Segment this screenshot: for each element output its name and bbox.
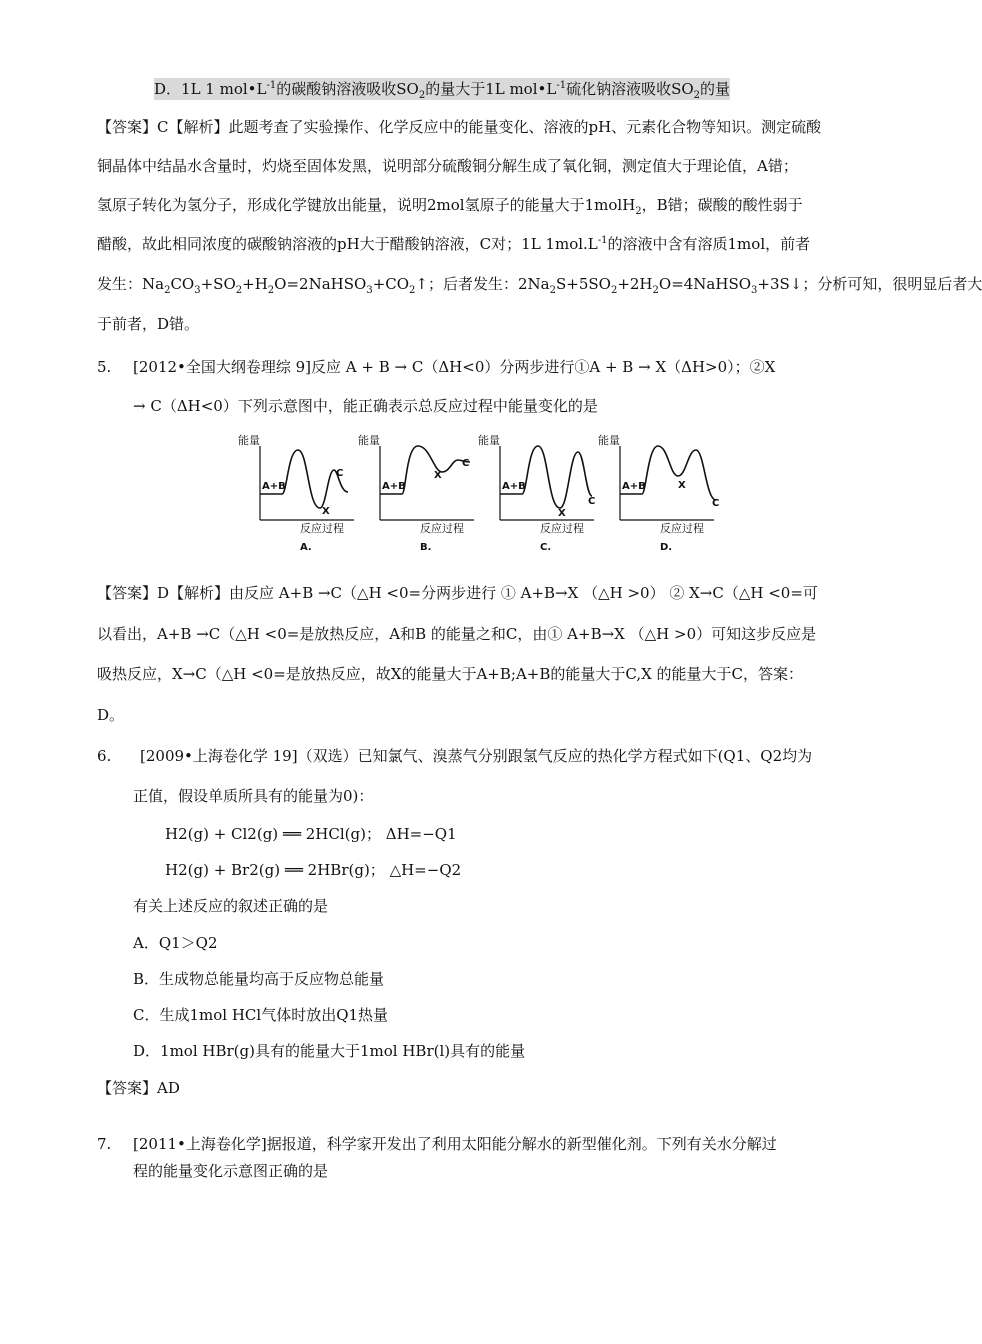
q6-equation-1: H2(g) + Cl2(g) ══ 2HCl(g)； ΔH=−Q1 [165,825,457,843]
q6-option-d: D．1mol HBr(g)具有的能量大于1mol HBr(l)具有的能量 [133,1042,526,1060]
subscript: 2 [610,285,618,296]
text: +2H [617,275,653,293]
q7-stem-line-2: 程的能量变化示意图正确的是 [133,1162,329,1180]
intermediate-label: X [434,470,442,481]
q6-number: 6. [97,747,112,765]
q4-option-d [154,78,730,100]
q7-number: 7. [97,1135,112,1153]
subscript: 3 [366,285,373,296]
text: 醋酸，故此相同浓度的碳酸钠溶液的pH大于醋酸钠溶液，C对；1L 1mol.L [97,235,598,253]
q6-option-a: A．Q1＞Q2 [133,934,218,952]
subscript: 2 [267,285,275,296]
superscript: -1 [266,80,277,91]
energy-diagram [478,433,595,553]
text: +H [242,275,268,293]
text: 的量 [700,80,731,98]
superscript: -1 [597,235,608,246]
q5-stem-line-2: → C（ΔH<0）下列示意图中，能正确表示总反应过程中能量变化的是 [133,397,598,415]
subscript: 2 [418,90,426,101]
text: ，B错；碳酸的酸性弱于 [641,196,803,214]
text: O=4NaHSO [658,275,752,293]
text: +SO [200,275,236,293]
diagram-caption: B. [420,542,432,553]
y-axis-label: 能量 [238,434,260,447]
text: 的量大于1L mol•L [425,80,557,98]
x-axis-label: 反应过程 [540,522,584,535]
text: +3S↓；分析可知，很明显后者大 [757,275,982,293]
energy-diagram [358,433,474,553]
q5-stem-line-1: [2012•全国大纲卷理综 9]反应 A + B → C（ΔH<0）分两步进行①A + B → X（ΔH>0）；②X [133,358,776,376]
intermediate-label: X [558,508,566,519]
subscript: 3 [751,285,758,296]
q4-answer-line-1: 【答案】C【解析】此题考查了实验操作、化学反应中的能量变化、溶液的pH、元素化合物等知识。测定硫酸 [97,118,822,136]
q4-answer-line-4 [97,233,810,255]
text: D．1L 1 mol•L [154,80,267,98]
text: ↑；后者发生：2Na [415,275,550,293]
text: +CO [372,275,410,293]
reactant-label: A+B [382,481,406,492]
x-axis-label: 反应过程 [300,522,344,535]
text: O=2NaHSO [274,275,367,293]
subscript: 2 [164,285,171,296]
energy-diagrams [238,432,728,560]
x-axis-label: 反应过程 [420,522,464,535]
reactant-label: A+B [502,481,526,492]
text: CO [170,275,195,293]
energy-diagram [598,433,719,553]
diagram-caption: D. [660,542,673,553]
product-label: C [588,496,596,507]
q4-answer-line-6: 于前者，D错。 [97,315,200,333]
q6-answer: 【答案】AD [97,1079,180,1097]
reactant-label: A+B [262,481,286,492]
q4-answer-line-2: 铜晶体中结晶水含量时，灼烧至固体发黑，说明部分硫酸铜分解生成了氧化铜，测定值大于理论值，A错； [97,157,798,175]
text: 氢原子转化为氢分子，形成化学键放出能量，说明2mol氢原子的能量大于1molH [97,196,636,214]
diagram-caption: C. [540,542,552,553]
x-axis-label: 反应过程 [660,522,704,535]
subscript: 2 [652,285,659,296]
product-label: C [712,498,720,509]
text: 的溶液中含有溶质1mol，前者 [607,235,811,253]
product-label: C [462,458,470,469]
q6-stem-line-2: 正值，假设单质所具有的能量为0)： [133,787,374,805]
text: 硫化钠溶液吸收SO [566,80,694,98]
intermediate-label: X [322,506,330,517]
subscript: 2 [635,206,642,217]
subscript: 2 [549,285,556,296]
q5-answer-line-3: 吸热反应，X→C（△H <0=是放热反应，故X的能量大于A+B;A+B的能量大于C,X 的能量大于C，答案： [97,665,804,683]
energy-curve [260,450,348,508]
text: 发生：Na [97,275,165,293]
energy-diagram [238,433,354,553]
q5-answer-line-4: D。 [97,706,125,724]
q4-answer-line-5 [97,273,982,295]
q7-stem-line-1: [2011•上海卷化学]据报道，科学家开发出了利用太阳能分解水的新型催化剂。下列有关水分解过 [133,1135,777,1153]
y-axis-label: 能量 [358,434,380,447]
diagram-caption: A. [300,542,312,553]
q5-number: 5. [97,358,112,376]
superscript: -1 [556,80,567,91]
y-axis-label: 能量 [598,434,620,447]
q5-answer-line-2: 以看出，A+B →C（△H <0=是放热反应，A和B 的能量之和C，由① A+B→X （△H >0）可知这步反应是 [97,625,817,643]
q6-option-b: B．生成物总能量均高于反应物总能量 [133,970,385,988]
y-axis-label: 能量 [478,434,500,447]
subscript: 2 [693,90,701,101]
subscript: 2 [235,285,243,296]
subscript: 2 [409,285,416,296]
intermediate-label: X [678,480,686,491]
q4-answer-line-3 [97,194,803,216]
text: 的碳酸钠溶液吸收SO [276,80,419,98]
q6-option-c: C．生成1mol HCl气体时放出Q1热量 [133,1006,389,1024]
reactant-label: A+B [622,481,646,492]
product-label: C [336,468,344,479]
q6-question: 有关上述反应的叙述正确的是 [133,897,329,915]
q5-answer-line-1: 【答案】D【解析】由反应 A+B →C（△H <0=分两步进行 ① A+B→X （△H >0） ② X→C（△H <0=可 [97,584,818,602]
q6-stem-line-1: [2009•上海卷化学 19]（双选）已知氯气、溴蒸气分别跟氢气反应的热化学方程式如下(Q1、Q2均为 [140,747,813,765]
energy-diagrams-svg [238,432,728,560]
energy-curve [500,446,592,508]
text: S+5SO [555,275,611,293]
subscript: 3 [194,285,201,296]
q6-equation-2: H2(g) + Br2(g) ══ 2HBr(g)； △H=−Q2 [165,861,462,879]
